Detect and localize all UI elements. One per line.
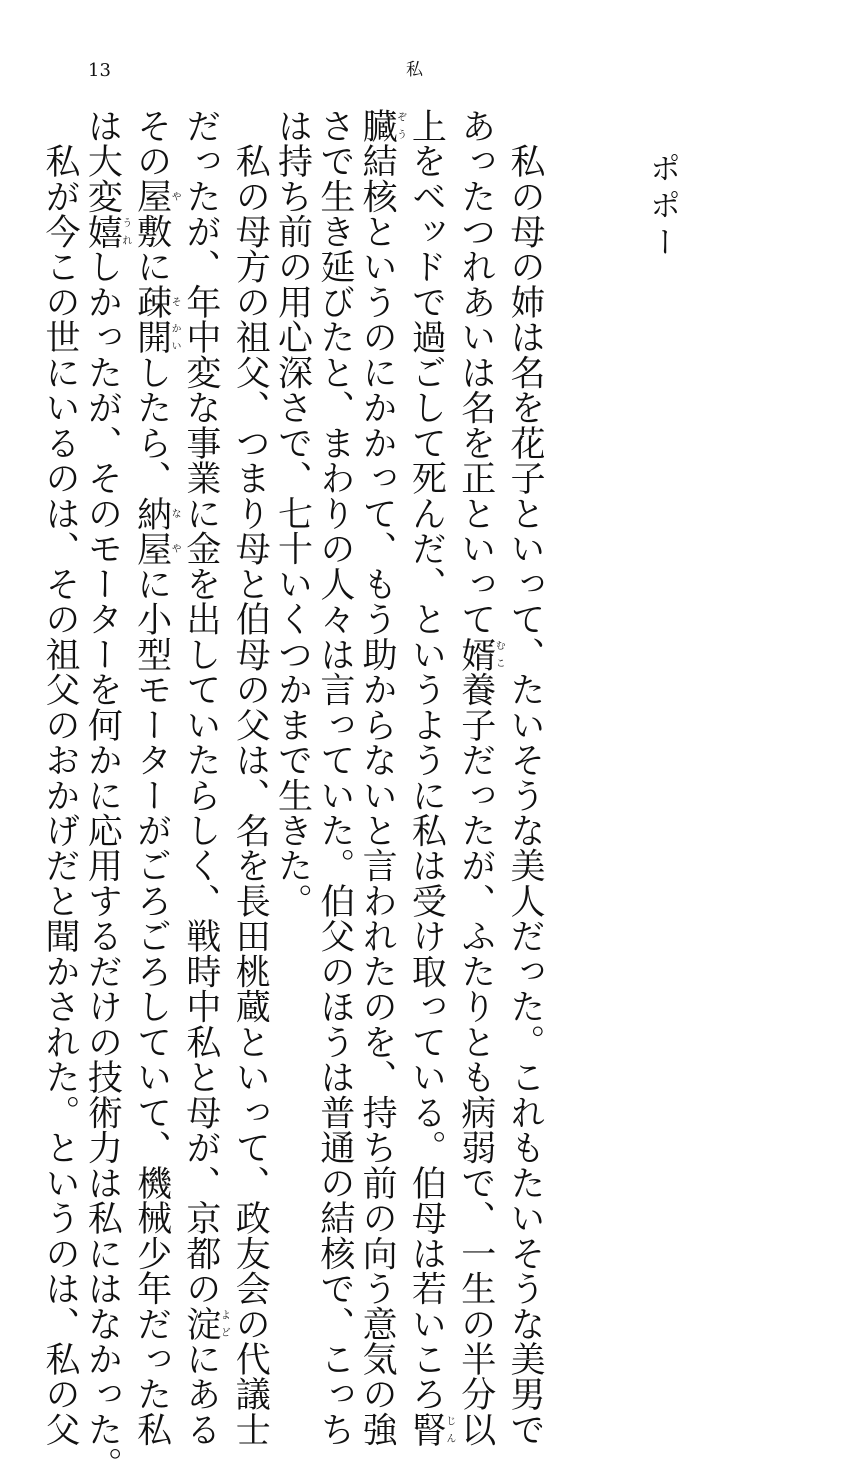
text-line: 臓ぞう結核というのにかかって、もう助からないと言われたのを、持ち前の向う意気の強 [357, 108, 406, 1447]
text-line: あったつれあいは名を正といって婿むこ養子だったが、ふたりとも病弱で、一生の半分以 [455, 108, 505, 1447]
text-line: 上をベッドで過ごして死んだ、というように私は受け取っている。伯母は若いころ腎じん [406, 108, 455, 1447]
running-head: 私 [406, 60, 423, 80]
text-line: 私が今この世にいるのは、その祖父のおかげだと聞かされた。というのは、私の父 [40, 143, 81, 1447]
page-number: 13 [88, 60, 111, 81]
body-text [40, 108, 546, 1482]
text-line: は持ち前の用心深さで、七十いくつかまで生きた。 [272, 108, 313, 919]
text-line: その屋や敷に疎そ開かいしたら、納な屋やに小型モーターがごろごろしていて、機械少年だった私 [131, 108, 181, 1447]
text-line: 私の母方の祖父、つまり母と伯母の父は、名を長田桃蔵といって、政友会の代議士 [230, 143, 271, 1447]
text-line: さで生き延びたと、まわりの人々は言っていた。伯父のほうは普通の結核で、こっち [314, 108, 355, 1447]
text-line: だったが、年中変な事業に金を出していたらしく、戦時中私と母が、京都の淀よどにある [180, 108, 230, 1447]
text-line: は大変嬉うれしかったが、そのモーターを何かに応用するだけの技術力は私にはなかった。 [82, 108, 131, 1482]
text-line: 私の母の姉は名を花子といって、たいそうな美人だった。これもたいそうな美男で [505, 143, 545, 1447]
section-title: ポポー [644, 152, 680, 263]
